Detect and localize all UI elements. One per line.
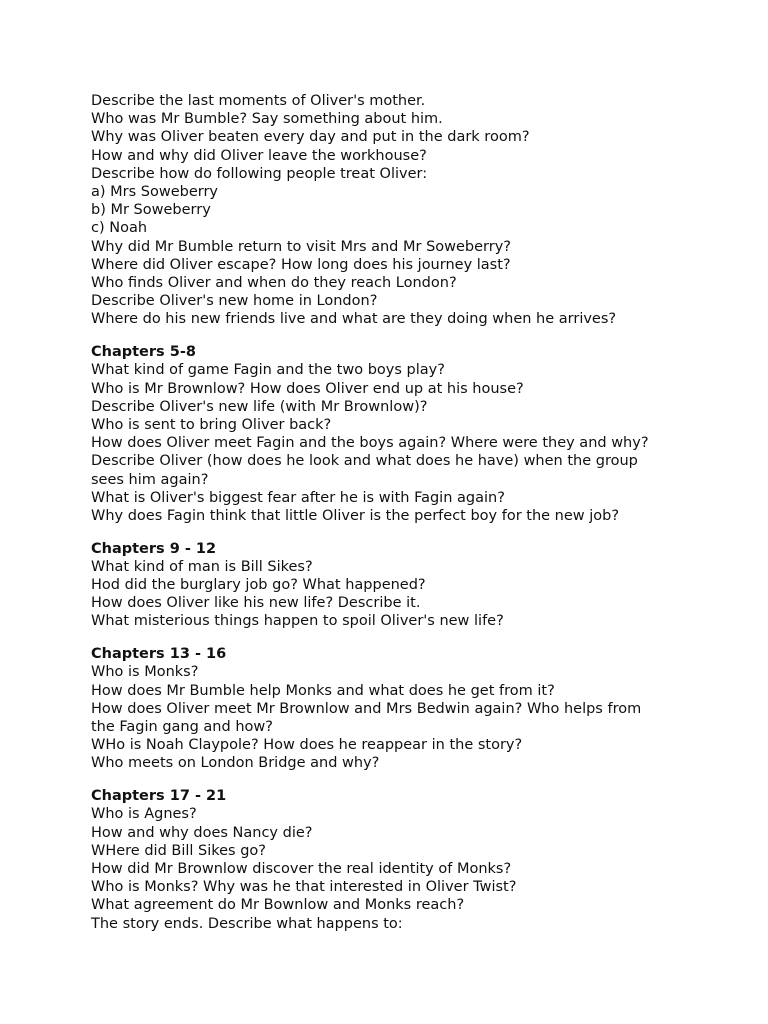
- question-line: Hod did the burglary job go? What happened?: [91, 577, 426, 594]
- question-line: How does Oliver meet Mr Brownlow and Mrs Bedwin again? Who helps from: [91, 700, 642, 717]
- question-line: Where did Oliver escape? How long does his journey last?: [91, 256, 511, 273]
- question-line: Who was Mr Bumble? Say something about him.: [91, 111, 443, 128]
- question-line: What kind of game Fagin and the two boys play?: [91, 362, 445, 379]
- question-line: How and why does Nancy die?: [91, 824, 313, 841]
- section-heading: Chapters 5-8: [91, 344, 196, 361]
- question-line: Who is Mr Brownlow? How does Oliver end up at his house?: [91, 380, 524, 397]
- question-line: Where do his new friends live and what are they doing when he arrives?: [91, 311, 617, 328]
- list-item: c) Noah: [91, 220, 148, 237]
- document-page: [91, 92, 691, 933]
- question-line: Describe the last moments of Oliver's mother.: [91, 93, 426, 109]
- list-item: b) Mr Soweberry: [91, 202, 211, 219]
- section-chapters-5-8: [91, 343, 691, 525]
- question-line: Describe Oliver's new life (with Mr Brownlow)?: [91, 398, 428, 415]
- question-line: sees him again?: [91, 471, 209, 488]
- question-line: How does Oliver like his new life? Describe it.: [91, 595, 421, 612]
- question-line: Describe Oliver (how does he look and what does he have) when the group: [91, 453, 638, 470]
- question-line: Who is sent to bring Oliver back?: [91, 416, 332, 433]
- section-heading: Chapters 9 - 12: [91, 540, 217, 557]
- question-line: What misterious things happen to spoil Oliver's new life?: [91, 613, 504, 630]
- question-line: The story ends. Describe what happens to:: [91, 915, 403, 932]
- question-line: Describe how do following people treat Oliver:: [91, 165, 428, 182]
- question-line: Who meets on London Bridge and why?: [91, 755, 380, 772]
- section-heading: Chapters 13 - 16: [91, 646, 227, 663]
- question-line: Who is Monks?: [91, 664, 199, 681]
- question-line: the Fagin gang and how?: [91, 719, 273, 735]
- section-chapters-13-16: [91, 645, 691, 772]
- question-line: Why did Mr Bumble return to visit Mrs and Mr Soweberry?: [91, 238, 511, 255]
- question-line: WHo is Noah Claypole? How does he reappear in the story?: [91, 737, 523, 754]
- question-line: What is Oliver's biggest fear after he is with Fagin again?: [91, 489, 505, 506]
- question-line: How did Mr Brownlow discover the real identity of Monks?: [91, 860, 512, 877]
- section-heading: Chapters 17 - 21: [91, 788, 227, 805]
- question-line: Why was Oliver beaten every day and put in the dark room?: [91, 129, 530, 146]
- question-line: Who is Monks? Why was he that interested in Oliver Twist?: [91, 879, 517, 896]
- question-line: Who finds Oliver and when do they reach London?: [91, 275, 457, 292]
- question-line: How does Oliver meet Fagin and the boys again? Where were they and why?: [91, 435, 649, 452]
- question-line: WHere did Bill Sikes go?: [91, 842, 266, 859]
- question-line: Describe Oliver's new home in London?: [91, 293, 378, 310]
- section-chapters-17-21: [91, 787, 691, 933]
- question-line: How and why did Oliver leave the workhouse?: [91, 147, 427, 164]
- question-line: Why does Fagin think that little Oliver is the perfect boy for the new job?: [91, 507, 620, 524]
- section-chapters-9-12: [91, 540, 691, 631]
- intro-questions: [91, 92, 691, 329]
- question-line: What kind of man is Bill Sikes?: [91, 558, 313, 575]
- question-line: How does Mr Bumble help Monks and what does he get from it?: [91, 682, 555, 699]
- question-line: What agreement do Mr Bownlow and Monks reach?: [91, 897, 465, 914]
- question-line: Who is Agnes?: [91, 806, 197, 823]
- list-item: a) Mrs Soweberry: [91, 184, 219, 201]
